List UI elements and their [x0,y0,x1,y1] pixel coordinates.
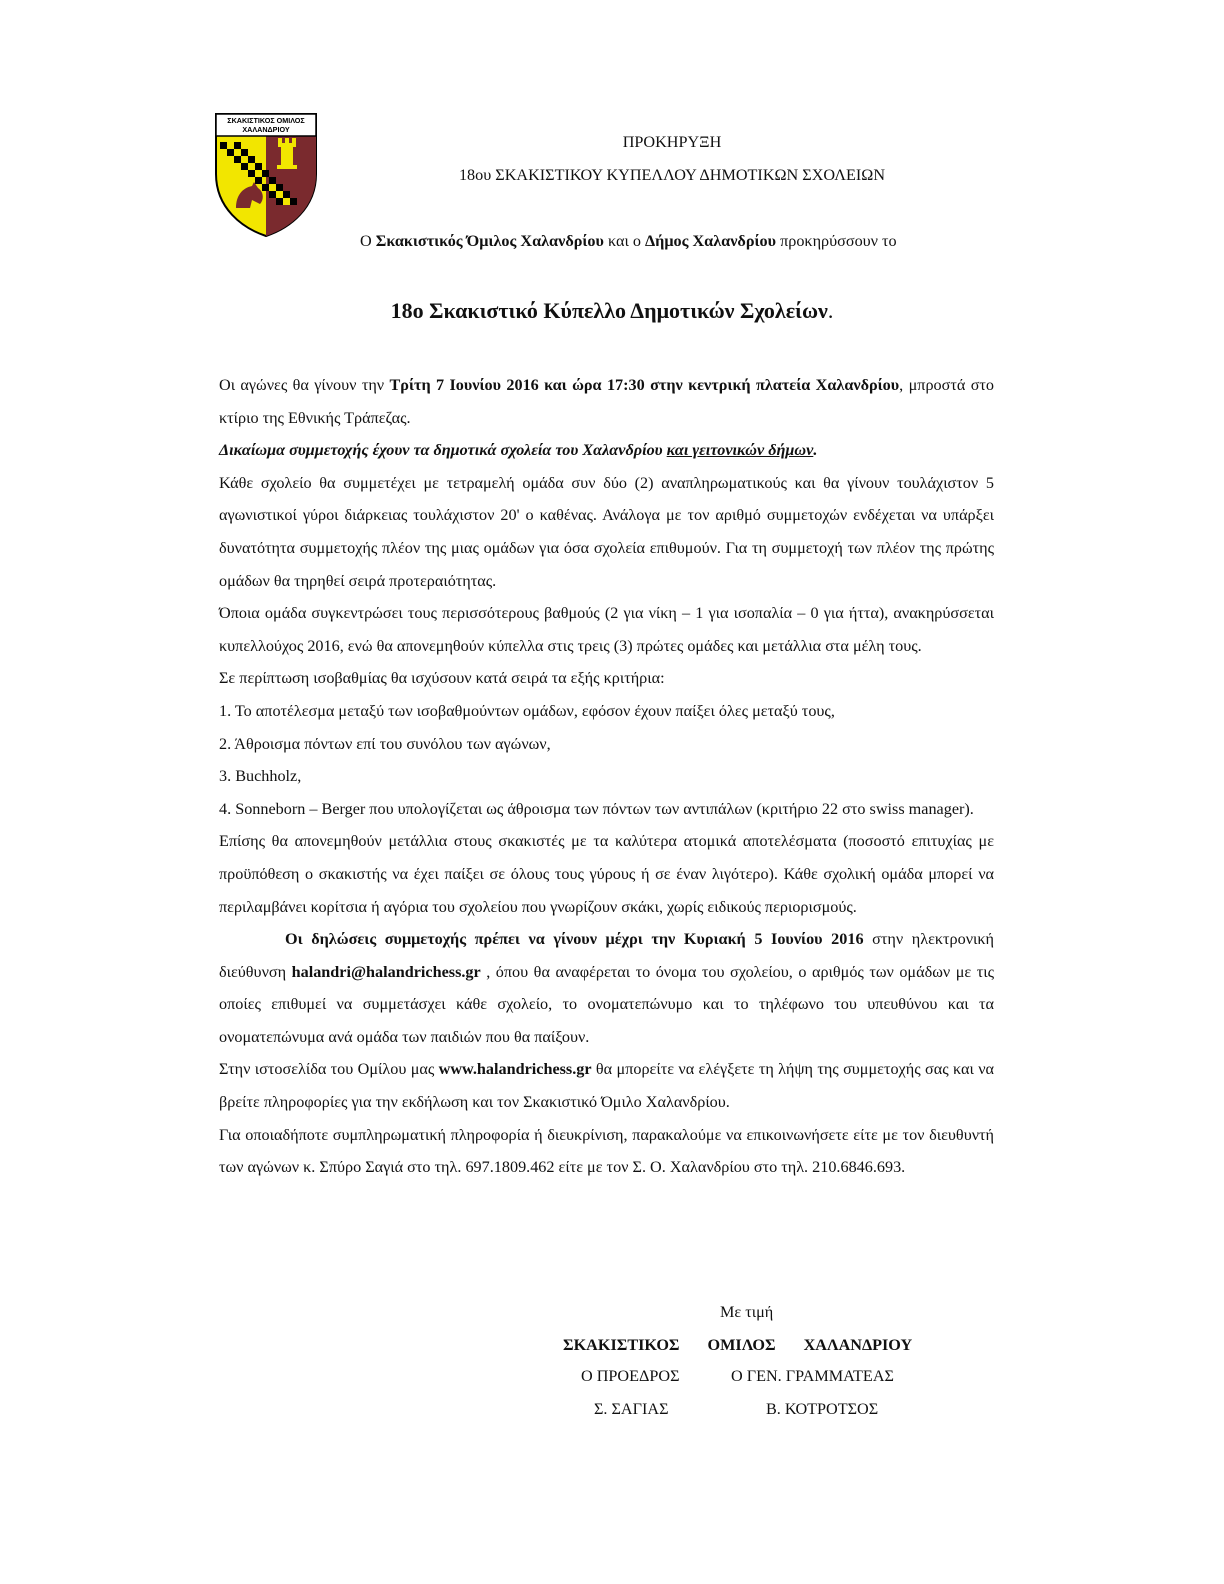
paragraph-date [219,369,994,434]
intro-text-2: και ο [603,232,645,250]
tiebreak-criterion-3: 3. Buchholz, [219,767,302,786]
closing-greeting: Με τιμή [720,1303,774,1321]
tiebreak-criterion-1: 1. Το αποτέλεσμα μεταξύ των ισοβαθμούντων ομάδων, εφόσον έχουν παίξει όλες μεταξύ τους, [219,701,835,720]
paragraph-website [219,1053,994,1118]
logo-text-line2: ΧΑΛΑΝΔΡΙΟΥ [242,125,290,134]
intro-text-3: προκηρύσσουν το [776,232,897,250]
registration-deadline: Οι δηλώσεις συμμετοχής πρέπει να γίνουν μέχρι την Κυριακή 5 Ιουνίου 2016 [285,930,864,949]
para7-text-c: , όπου θα αναφέρεται το όνομα του σχολείου, ο αριθμός των ομάδων με τις οποίες επιθυμεί να συμμετάσχει κάθε σχολείο, το ονοματεπώνυμο και το τηλέφωνο του υπευθύνου και τα ονοματεπώνυμα ανά ομάδα των παιδιών που θα παίξουν. [219,962,994,1046]
para8-text-a: Στην ιστοσελίδα του Ομίλου μας [219,1060,439,1079]
event-title-text: 18ο Σκακιστικό Κύπελλο Δημοτικών Σχολείων [390,298,828,323]
event-title-period: . [827,298,834,323]
organizer-club: Σκακιστικός Όμιλος Χαλανδρίου [375,232,604,250]
website-link[interactable]: www.halandrichess.gr [438,1060,592,1079]
paragraph-scoring: Όποια ομάδα συγκεντρώσει τους περισσότερους βαθμούς (2 για νίκη – 1 για ισοπαλία – 0 για ήττα), ανακηρύσσεται κυπελλούχος 2016, ενώ θα απονεμηθούν κύπελλα στις τρεις (3) πρώτες ομάδες και μετάλλια στα μέλη τους. [219,604,994,655]
registration-email-link[interactable]: halandri@halandrichess.gr [291,962,481,981]
event-date-place: Τρίτη 7 Ιουνίου 2016 και ώρα 17:30 στην κεντρική πλατεία Χαλανδρίου [389,376,900,394]
logo-text-line1: ΣΚΑΚΙΣΤΙΚΟΣ ΟΜΙΛΟΣ [227,116,305,125]
tiebreak-criterion-4: 4. Sonneborn – Berger που υπολογίζεται ως άθροισμα των πόντων των αντιπάλων (κριτήριο 22 στο swiss manager). [219,799,974,818]
intro-text-1: Ο [360,232,376,250]
intro-line [360,232,897,251]
paragraph-registration [219,923,994,1053]
eligibility-period: . [813,441,818,460]
paragraph-tiebreak-intro: Σε περίπτωση ισοβαθμίας θα ισχύσουν κατά σειρά τα εξής κριτήρια: [219,669,665,688]
role-secretary: Ο ΓΕΝ. ΓΡΑΜΜΑΤΕΑΣ [731,1367,894,1385]
document-heading: ΠΡΟΚΗΡΥΞΗ [622,133,722,151]
para1-text-a: Οι αγώνες θα γίνουν την [219,376,390,394]
role-president: Ο ΠΡΟΕΔΡΟΣ [581,1367,680,1385]
para1-text-c: , μπροστά στο κτίριο της Εθνικής Τράπεζας. [219,376,995,427]
paragraph-medals: Επίσης θα απονεμηθούν μετάλλια στους σκακιστές με τα καλύτερα ατομικά αποτελέσματα (ποσοστό επιτυχίας με προϋπόθεση ο σκακιστής να έχει παίξει σε όλους τους γύρους ή σε έναν λιγότερο). Κάθε σχολική ομάδα μπορεί να περιλαμβάνει κορίτσια ή αγόρια του σχολείου που γνωρίζουν σκάκι, χωρίς ειδικούς περιορισμούς. [219,832,994,916]
paragraph-teams: Κάθε σχολείο θα συμμετέχει με τετραμελή ομάδα συν δύο (2) αναπληρωματικούς και θα γίνουν τουλάχιστον 5 αγωνιστικοί γύροι διάρκειας τουλάχιστον 20' ο καθένας. Ανάλογα με τον αριθμό συμμετοχών ενδέχεται να υπάρξει δυνατότητα συμμετοχής πλέον της μιας ομάδων για όσα σχολεία επιθυμούν. Για τη συμμετοχή των πλέον της πρώτης ομάδων θα τηρηθεί σειρά προτεραιότητας. [219,473,994,590]
paragraph-contact: Για οποιαδήποτε συμπληρωματική πληροφορία ή διευκρίνιση, παρακαλούμε να επικοινωνήσετε είτε με τον διευθυντή των αγώνων κ. Σπύρο Σαγιά στο τηλ. 697.1809.462 είτε με τον Σ. Ο. Χαλανδρίου στο τηλ. 210.6846.693. [219,1125,994,1177]
signature-organization: ΣΚΑΚΙΣΤΙΚΟΣ ΟΜΙΛΟΣ ΧΑΛΑΝΔΡΙΟΥ [563,1336,913,1354]
name-president: Σ. ΣΑΓΙΑΣ [594,1400,669,1418]
document-subheading: 18ου ΣΚΑΚΙΣΤΙΚΟΥ ΚΥΠΕΛΛΟΥ ΔΗΜΟΤΙΚΩΝ ΣΧΟΛΕΙΩΝ [458,166,886,184]
organizer-municipality: Δήμος Χαλανδρίου [645,232,777,250]
tiebreak-criterion-2: 2. Άθροισμα πόντων επί του συνόλου των αγώνων, [219,734,551,753]
event-title [0,298,1224,324]
document-body [219,369,994,1184]
paragraph-eligibility [219,434,994,467]
name-secretary: Β. ΚΟΤΡΟΤΣΟΣ [766,1400,879,1418]
para7-text-b: στην ηλεκτρονική διεύθυνση [219,930,994,981]
eligibility-text: Δικαίωμα συμμετοχής έχουν τα δημοτικά σχολεία του Χαλανδρίου [219,441,667,460]
eligibility-underlined: και γειτονικών δήμων [666,441,814,460]
para8-text-b: θα μπορείτε να ελέγξετε τη λήψη της συμμετοχής σας και να βρείτε πληροφορίες για την εκδήλωση και τον Σκακιστικό Όμιλο Χαλανδρίου. [219,1060,994,1112]
